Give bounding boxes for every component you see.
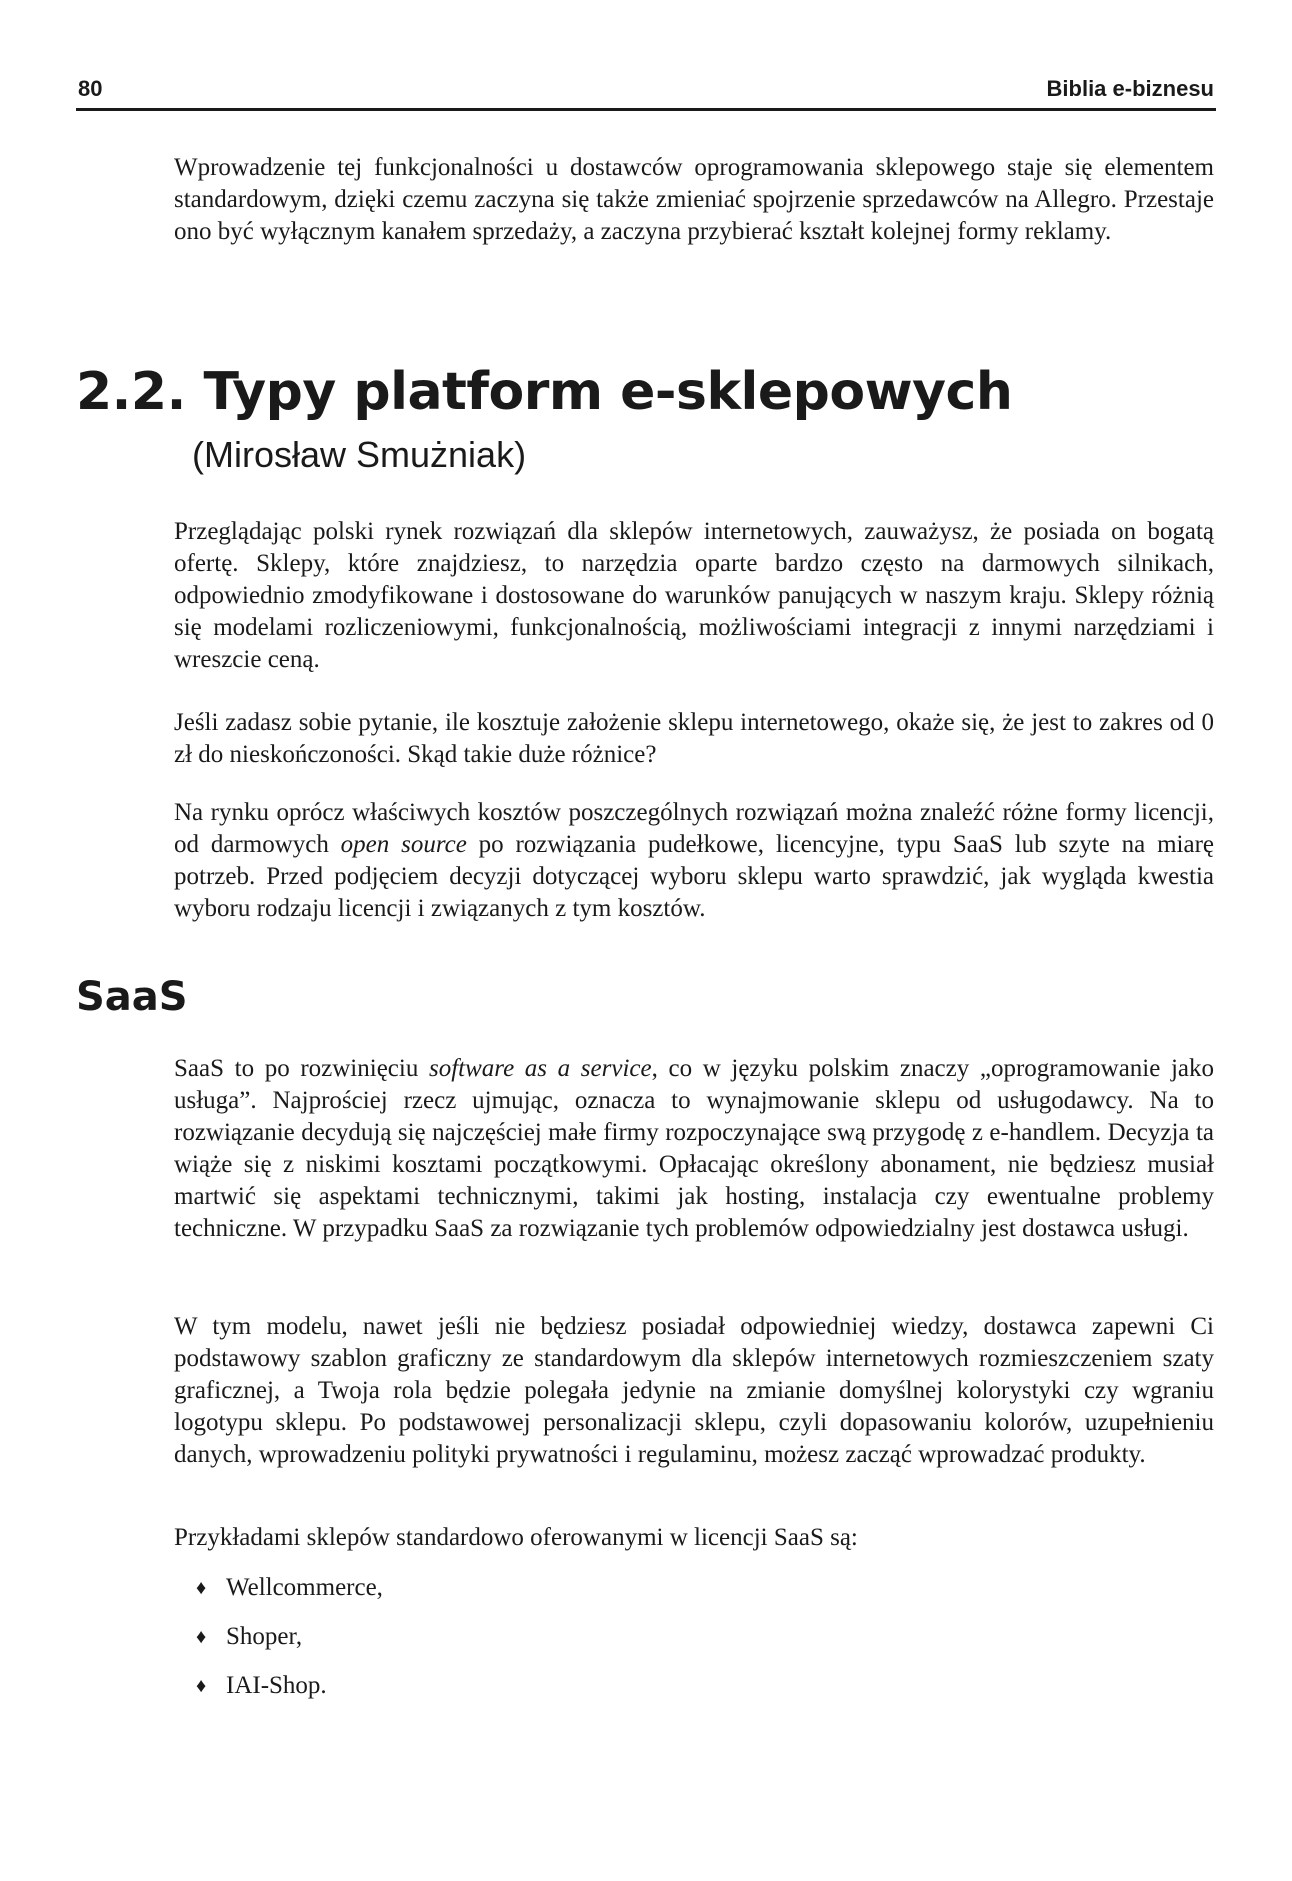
saas-paragraph-2: W tym modelu, nawet jeśli nie będziesz posiadał odpowiedniej wiedzy, dostawca zapewni Ci podstawowy szablon graficzny ze standardowym dla sklepów internetowych rozmieszczeniem szaty graficznej, a Twoja rola będzie polegała jedynie na zmianie domyślnej kolorystyki czy wgraniu logotypu sklepu. Po podstawowej personalizacji sklepu, czyli dopasowaniu kolorów, uzupełnieniu danych, wprowadzeniu polityki prywatności i regulaminu, możesz zacząć wprowadzać produkty. [174, 1313, 1214, 1468]
list-item-label: Shoper, [226, 1623, 303, 1650]
list-item-label: Wellcommerce, [226, 1574, 383, 1601]
saas-p1-text-before: SaaS to po rozwinięciu [174, 1055, 429, 1082]
saas-paragraph-1-block [174, 1053, 1214, 1245]
section-paragraph-3-block [174, 797, 1214, 925]
section-title: 2.2. Typy platform e-sklepowych [76, 362, 1013, 422]
para3-text-before: Na rynku oprócz właściwych kosztów poszczególnych rozwiązań można znaleźć różne formy licencji, od darmowych [174, 799, 1214, 858]
diamond-bullet-icon: ♦ [196, 1675, 207, 1697]
saas-p1-italic-term: software as a service [428, 1055, 652, 1082]
para3-text-after: po rozwiązania pudełkowe, licencyjne, typu SaaS lub szyte na miarę potrzeb. Przed podjęciem decyzji dotyczącej wyboru sklepu warto sprawdzić, jak wygląda kwestia wyboru rodzaju licencji i związanych z tym kosztów. [174, 831, 1214, 922]
saas-paragraph-3-block [174, 1522, 1214, 1554]
intro-block [174, 152, 1214, 248]
saas-examples-list [196, 1572, 1096, 1719]
list-item [196, 1572, 1096, 1621]
page-number: 80 [78, 76, 103, 101]
running-header [76, 74, 1216, 111]
section-paragraph-2-block [174, 707, 1214, 771]
diamond-bullet-icon: ♦ [196, 1626, 207, 1648]
section-author: (Mirosław Smużniak) [192, 434, 527, 475]
intro-paragraph: Wprowadzenie tej funkcjonalności u dostawców oprogramowania sklepowego staje się elementem standardowym, dzięki czemu zaczyna się także zmieniać spojrzenie sprzedawców na Allegro. Przestaje ono być wyłącznym kanałem sprzedaży, a zaczyna przybierać kształt kolejnej formy reklamy. [174, 154, 1214, 245]
saas-paragraph-1 [174, 1053, 1214, 1245]
section-paragraph-1: Przeglądając polski rynek rozwiązań dla sklepów internetowych, zauważysz, że posiada on bogatą ofertę. Sklepy, które znajdziesz, to narzędzia oparte bardzo często na darmowych silnikach, odpowiednio zmodyfikowane i dostosowane do warunków panujących w naszym kraju. Sklepy różnią się modelami rozliczeniowymi, funkcjonalnością, możliwościami integracji z innymi narzędziami i wreszcie ceną. [174, 518, 1214, 673]
saas-p1-text-after: , co w języku polskim znaczy „oprogramowanie jako usługa”. Najprościej rzecz ujmując, oznacza to wynajmowanie sklepu od usługodawcy. Na to rozwiązanie decydują się najczęściej małe firmy rozpoczynające swą przygodę z e-handlem. Decyzja ta wiąże się z niskimi kosztami początkowymi. Opłacając określony abonament, nie będziesz musiał martwić się aspektami technicznymi, takimi jak hosting, instalacja czy ewentualne problemy techniczne. W przypadku SaaS za rozwiązanie tych problemów odpowiedzialny jest dostawca usługi. [174, 1055, 1215, 1242]
list-item-label: IAI-Shop. [226, 1672, 327, 1699]
section-paragraph-1-block [174, 516, 1214, 676]
section-paragraph-3 [174, 797, 1214, 925]
para3-italic-term: open source [340, 831, 467, 858]
section-paragraph-2: Jeśli zadasz sobie pytanie, ile kosztuje założenie sklepu internetowego, okaże się, że jest to zakres od 0 zł do nieskończoności. Skąd takie duże różnice? [174, 709, 1214, 768]
saas-paragraph-3: Przykładami sklepów standardowo oferowanymi w licencji SaaS są: [174, 1524, 858, 1551]
subsection-title: SaaS [76, 974, 188, 1020]
list-item [196, 1621, 1096, 1670]
saas-paragraph-2-block [174, 1311, 1214, 1471]
running-title: Biblia e-biznesu [1046, 76, 1214, 101]
diamond-bullet-icon: ♦ [196, 1577, 207, 1599]
list-item [196, 1670, 1096, 1719]
